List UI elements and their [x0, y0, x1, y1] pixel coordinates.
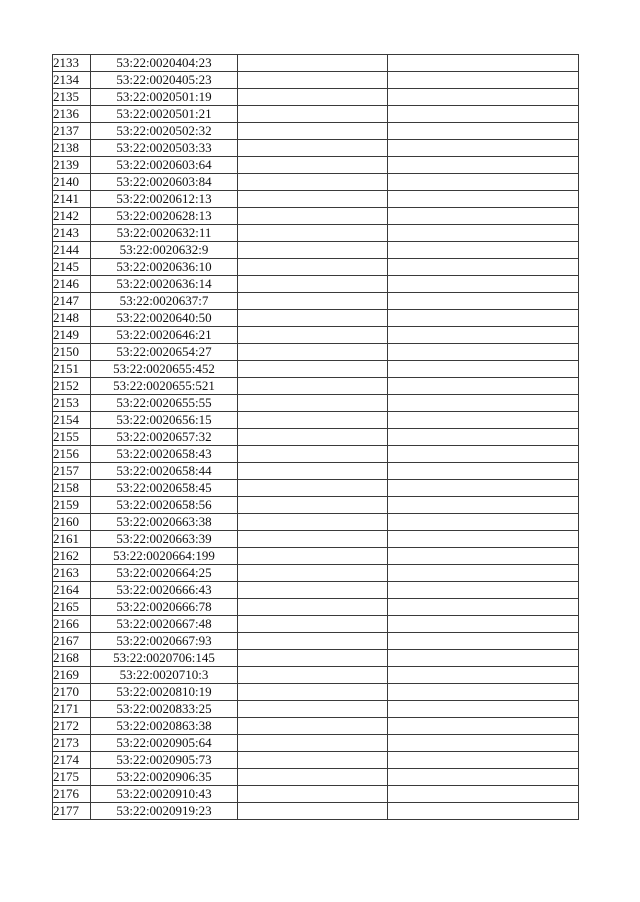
- empty-cell: [238, 752, 388, 769]
- table-row: [53, 667, 579, 684]
- table-row: [53, 701, 579, 718]
- cadastral-number-cell: 53:22:0020501:21: [91, 106, 238, 123]
- table-row: [53, 106, 579, 123]
- cadastral-number-cell: 53:22:0020637:7: [91, 293, 238, 310]
- cadastral-number-cell: 53:22:0020667:93: [91, 633, 238, 650]
- row-number-cell: 2170: [53, 684, 91, 701]
- table-row: [53, 429, 579, 446]
- table-row: [53, 293, 579, 310]
- empty-cell: [238, 718, 388, 735]
- empty-cell: [388, 599, 579, 616]
- table-row: [53, 803, 579, 820]
- empty-cell: [388, 225, 579, 242]
- cadastral-number-cell: 53:22:0020658:44: [91, 463, 238, 480]
- empty-cell: [238, 191, 388, 208]
- table-row: [53, 480, 579, 497]
- row-number-cell: 2151: [53, 361, 91, 378]
- cadastral-number-cell: 53:22:0020666:43: [91, 582, 238, 599]
- empty-cell: [388, 803, 579, 820]
- table-row: [53, 55, 579, 72]
- cadastral-number-cell: 53:22:0020656:15: [91, 412, 238, 429]
- row-number-cell: 2143: [53, 225, 91, 242]
- row-number-cell: 2165: [53, 599, 91, 616]
- row-number-cell: 2162: [53, 548, 91, 565]
- empty-cell: [388, 106, 579, 123]
- cadastral-number-cell: 53:22:0020905:64: [91, 735, 238, 752]
- empty-cell: [388, 174, 579, 191]
- table-row: [53, 412, 579, 429]
- empty-cell: [388, 446, 579, 463]
- row-number-cell: 2141: [53, 191, 91, 208]
- cadastral-number-cell: 53:22:0020636:14: [91, 276, 238, 293]
- cadastral-number-cell: 53:22:0020654:27: [91, 344, 238, 361]
- empty-cell: [238, 174, 388, 191]
- row-number-cell: 2166: [53, 616, 91, 633]
- cadastral-number-cell: 53:22:0020640:50: [91, 310, 238, 327]
- row-number-cell: 2144: [53, 242, 91, 259]
- empty-cell: [388, 89, 579, 106]
- empty-cell: [388, 259, 579, 276]
- row-number-cell: 2157: [53, 463, 91, 480]
- empty-cell: [238, 650, 388, 667]
- row-number-cell: 2163: [53, 565, 91, 582]
- table-row: [53, 582, 579, 599]
- empty-cell: [238, 667, 388, 684]
- empty-cell: [238, 565, 388, 582]
- cadastral-number-cell: 53:22:0020503:33: [91, 140, 238, 157]
- row-number-cell: 2154: [53, 412, 91, 429]
- cadastral-number-cell: 53:22:0020655:452: [91, 361, 238, 378]
- table-row: [53, 463, 579, 480]
- empty-cell: [238, 701, 388, 718]
- empty-cell: [388, 412, 579, 429]
- empty-cell: [388, 752, 579, 769]
- cadastral-number-cell: 53:22:0020632:9: [91, 242, 238, 259]
- row-number-cell: 2139: [53, 157, 91, 174]
- table-row: [53, 174, 579, 191]
- table-row: [53, 548, 579, 565]
- empty-cell: [238, 276, 388, 293]
- cadastral-number-cell: 53:22:0020404:23: [91, 55, 238, 72]
- empty-cell: [388, 514, 579, 531]
- row-number-cell: 2134: [53, 72, 91, 89]
- empty-cell: [388, 327, 579, 344]
- empty-cell: [238, 208, 388, 225]
- registry-table: [52, 54, 579, 820]
- empty-cell: [388, 769, 579, 786]
- cadastral-number-cell: 53:22:0020628:13: [91, 208, 238, 225]
- cadastral-number-cell: 53:22:0020910:43: [91, 786, 238, 803]
- row-number-cell: 2147: [53, 293, 91, 310]
- table-row: [53, 344, 579, 361]
- cadastral-number-cell: 53:22:0020658:56: [91, 497, 238, 514]
- row-number-cell: 2148: [53, 310, 91, 327]
- empty-cell: [238, 769, 388, 786]
- table-row: [53, 242, 579, 259]
- row-number-cell: 2156: [53, 446, 91, 463]
- empty-cell: [238, 378, 388, 395]
- cadastral-number-cell: 53:22:0020919:23: [91, 803, 238, 820]
- cadastral-number-cell: 53:22:0020667:48: [91, 616, 238, 633]
- empty-cell: [238, 429, 388, 446]
- table-row: [53, 327, 579, 344]
- cadastral-number-cell: 53:22:0020502:32: [91, 123, 238, 140]
- cadastral-number-cell: 53:22:0020666:78: [91, 599, 238, 616]
- table-row: [53, 786, 579, 803]
- row-number-cell: 2155: [53, 429, 91, 446]
- cadastral-number-cell: 53:22:0020706:145: [91, 650, 238, 667]
- row-number-cell: 2137: [53, 123, 91, 140]
- empty-cell: [238, 803, 388, 820]
- table-row: [53, 718, 579, 735]
- empty-cell: [238, 123, 388, 140]
- cadastral-number-cell: 53:22:0020603:64: [91, 157, 238, 174]
- table-row: [53, 259, 579, 276]
- empty-cell: [388, 616, 579, 633]
- empty-cell: [238, 786, 388, 803]
- empty-cell: [238, 497, 388, 514]
- empty-cell: [238, 463, 388, 480]
- table-row: [53, 514, 579, 531]
- row-number-cell: 2149: [53, 327, 91, 344]
- row-number-cell: 2150: [53, 344, 91, 361]
- row-number-cell: 2135: [53, 89, 91, 106]
- table-row: [53, 208, 579, 225]
- row-number-cell: 2168: [53, 650, 91, 667]
- empty-cell: [238, 259, 388, 276]
- empty-cell: [238, 446, 388, 463]
- cadastral-number-cell: 53:22:0020658:45: [91, 480, 238, 497]
- empty-cell: [388, 531, 579, 548]
- cadastral-number-cell: 53:22:0020655:55: [91, 395, 238, 412]
- row-number-cell: 2133: [53, 55, 91, 72]
- row-number-cell: 2177: [53, 803, 91, 820]
- empty-cell: [238, 684, 388, 701]
- cadastral-number-cell: 53:22:0020636:10: [91, 259, 238, 276]
- empty-cell: [388, 718, 579, 735]
- empty-cell: [388, 565, 579, 582]
- row-number-cell: 2164: [53, 582, 91, 599]
- row-number-cell: 2167: [53, 633, 91, 650]
- empty-cell: [388, 310, 579, 327]
- table-row: [53, 89, 579, 106]
- empty-cell: [238, 242, 388, 259]
- empty-cell: [238, 514, 388, 531]
- empty-cell: [388, 344, 579, 361]
- table-row: [53, 599, 579, 616]
- empty-cell: [388, 650, 579, 667]
- row-number-cell: 2140: [53, 174, 91, 191]
- cadastral-number-cell: 53:22:0020646:21: [91, 327, 238, 344]
- empty-cell: [238, 531, 388, 548]
- empty-cell: [388, 55, 579, 72]
- empty-cell: [388, 242, 579, 259]
- empty-cell: [388, 480, 579, 497]
- cadastral-number-cell: 53:22:0020710:3: [91, 667, 238, 684]
- cadastral-number-cell: 53:22:0020664:199: [91, 548, 238, 565]
- row-number-cell: 2152: [53, 378, 91, 395]
- row-number-cell: 2161: [53, 531, 91, 548]
- row-number-cell: 2176: [53, 786, 91, 803]
- cadastral-number-cell: 53:22:0020664:25: [91, 565, 238, 582]
- table-row: [53, 361, 579, 378]
- empty-cell: [388, 361, 579, 378]
- empty-cell: [388, 633, 579, 650]
- empty-cell: [388, 735, 579, 752]
- empty-cell: [238, 344, 388, 361]
- empty-cell: [238, 599, 388, 616]
- row-number-cell: 2136: [53, 106, 91, 123]
- empty-cell: [238, 55, 388, 72]
- empty-cell: [238, 140, 388, 157]
- row-number-cell: 2153: [53, 395, 91, 412]
- table-row: [53, 72, 579, 89]
- cadastral-number-cell: 53:22:0020632:11: [91, 225, 238, 242]
- empty-cell: [388, 208, 579, 225]
- empty-cell: [238, 412, 388, 429]
- empty-cell: [238, 72, 388, 89]
- cadastral-number-cell: 53:22:0020906:35: [91, 769, 238, 786]
- empty-cell: [238, 633, 388, 650]
- table-row: [53, 531, 579, 548]
- cadastral-number-cell: 53:22:0020833:25: [91, 701, 238, 718]
- table-row: [53, 140, 579, 157]
- empty-cell: [388, 123, 579, 140]
- cadastral-number-cell: 53:22:0020905:73: [91, 752, 238, 769]
- row-number-cell: 2159: [53, 497, 91, 514]
- cadastral-number-cell: 53:22:0020603:84: [91, 174, 238, 191]
- empty-cell: [388, 140, 579, 157]
- empty-cell: [388, 786, 579, 803]
- cadastral-number-cell: 53:22:0020501:19: [91, 89, 238, 106]
- empty-cell: [238, 548, 388, 565]
- table-row: [53, 565, 579, 582]
- empty-cell: [238, 310, 388, 327]
- empty-cell: [238, 582, 388, 599]
- cadastral-number-cell: 53:22:0020663:39: [91, 531, 238, 548]
- table-row: [53, 616, 579, 633]
- table-row: [53, 446, 579, 463]
- empty-cell: [388, 548, 579, 565]
- empty-cell: [388, 72, 579, 89]
- empty-cell: [238, 616, 388, 633]
- empty-cell: [388, 701, 579, 718]
- table-row: [53, 633, 579, 650]
- empty-cell: [388, 191, 579, 208]
- table-row: [53, 276, 579, 293]
- empty-cell: [238, 293, 388, 310]
- empty-cell: [388, 582, 579, 599]
- table-row: [53, 497, 579, 514]
- table-row: [53, 769, 579, 786]
- row-number-cell: 2160: [53, 514, 91, 531]
- cadastral-number-cell: 53:22:0020663:38: [91, 514, 238, 531]
- empty-cell: [238, 361, 388, 378]
- empty-cell: [238, 735, 388, 752]
- table-row: [53, 123, 579, 140]
- row-number-cell: 2172: [53, 718, 91, 735]
- table-row: [53, 395, 579, 412]
- table-row: [53, 378, 579, 395]
- row-number-cell: 2138: [53, 140, 91, 157]
- empty-cell: [238, 327, 388, 344]
- empty-cell: [388, 378, 579, 395]
- cadastral-number-cell: 53:22:0020810:19: [91, 684, 238, 701]
- empty-cell: [388, 395, 579, 412]
- empty-cell: [388, 157, 579, 174]
- cadastral-number-cell: 53:22:0020655:521: [91, 378, 238, 395]
- empty-cell: [388, 497, 579, 514]
- empty-cell: [388, 293, 579, 310]
- row-number-cell: 2169: [53, 667, 91, 684]
- cadastral-number-cell: 53:22:0020657:32: [91, 429, 238, 446]
- empty-cell: [238, 225, 388, 242]
- empty-cell: [238, 395, 388, 412]
- table-row: [53, 735, 579, 752]
- table-row: [53, 650, 579, 667]
- cadastral-number-cell: 53:22:0020658:43: [91, 446, 238, 463]
- cadastral-number-cell: 53:22:0020612:13: [91, 191, 238, 208]
- table-row: [53, 752, 579, 769]
- table-row: [53, 684, 579, 701]
- empty-cell: [388, 276, 579, 293]
- table-row: [53, 225, 579, 242]
- row-number-cell: 2171: [53, 701, 91, 718]
- table-row: [53, 191, 579, 208]
- registry-table-body: [53, 55, 579, 820]
- empty-cell: [388, 463, 579, 480]
- empty-cell: [388, 684, 579, 701]
- cadastral-number-cell: 53:22:0020863:38: [91, 718, 238, 735]
- row-number-cell: 2173: [53, 735, 91, 752]
- empty-cell: [238, 106, 388, 123]
- row-number-cell: 2142: [53, 208, 91, 225]
- empty-cell: [238, 89, 388, 106]
- empty-cell: [238, 157, 388, 174]
- table-row: [53, 157, 579, 174]
- row-number-cell: 2145: [53, 259, 91, 276]
- table-row: [53, 310, 579, 327]
- empty-cell: [388, 667, 579, 684]
- empty-cell: [238, 480, 388, 497]
- cadastral-number-cell: 53:22:0020405:23: [91, 72, 238, 89]
- row-number-cell: 2158: [53, 480, 91, 497]
- row-number-cell: 2175: [53, 769, 91, 786]
- row-number-cell: 2146: [53, 276, 91, 293]
- row-number-cell: 2174: [53, 752, 91, 769]
- empty-cell: [388, 429, 579, 446]
